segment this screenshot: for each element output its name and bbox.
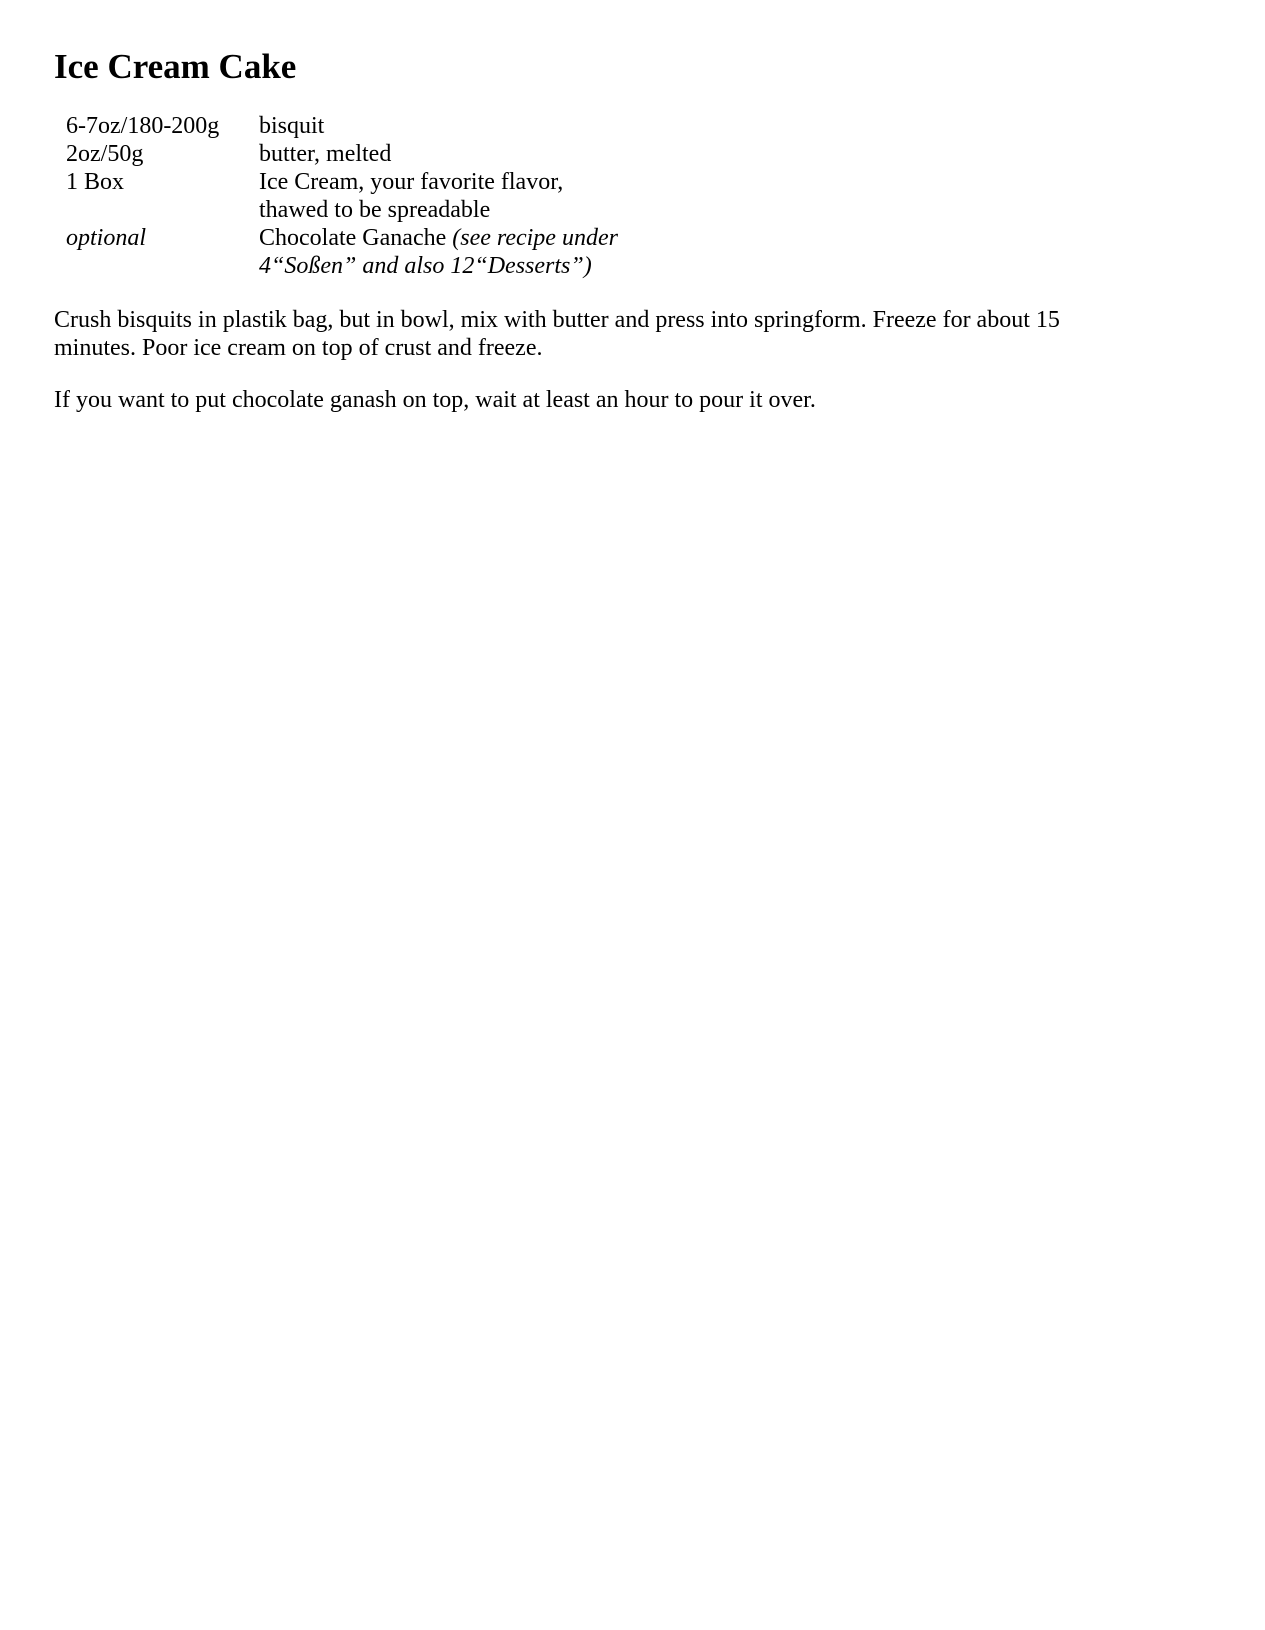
ingredient-row-bisquit [66,112,1214,140]
ingredient-line: thawed to be spreadable [259,197,491,223]
ingredient-note: (see recipe under [452,225,618,251]
ingredient-quantity: 6-7oz/180-200g [66,113,220,139]
ingredient-line [259,224,1214,252]
ingredient-name [259,168,1214,224]
ingredient-line: Ice Cream, your favorite flavor, [259,169,564,195]
ingredient-name [259,224,1214,280]
ingredient-list [66,112,1214,280]
ingredient-quantity: 2oz/50g [66,141,144,167]
recipe-title: Ice Cream Cake [54,47,297,86]
instruction-paragraph: Crush bisquits in plastik bag, but in bowl, mix with butter and press into springform. Freeze for about 15 minutes. Poor ice cream on top of crust and freeze. [54,307,1060,361]
ingredient-row-ice-cream [66,168,1214,224]
ingredient-row-ganache [66,224,1214,280]
recipe-page [54,44,1214,414]
ingredient-row-butter [66,140,1214,168]
instruction-paragraph: If you want to put chocolate ganash on top, wait at least an hour to pour it over. [54,387,816,413]
ingredient-name: bisquit [259,113,325,139]
ingredient-quantity: optional [66,225,147,251]
ingredient-name: butter, melted [259,141,392,167]
ingredient-quantity: 1 Box [66,169,125,195]
ingredient-note: 4“Soßen” and also 12“Desserts”) [259,253,592,279]
ingredient-name-text: Chocolate Ganache [259,225,453,251]
